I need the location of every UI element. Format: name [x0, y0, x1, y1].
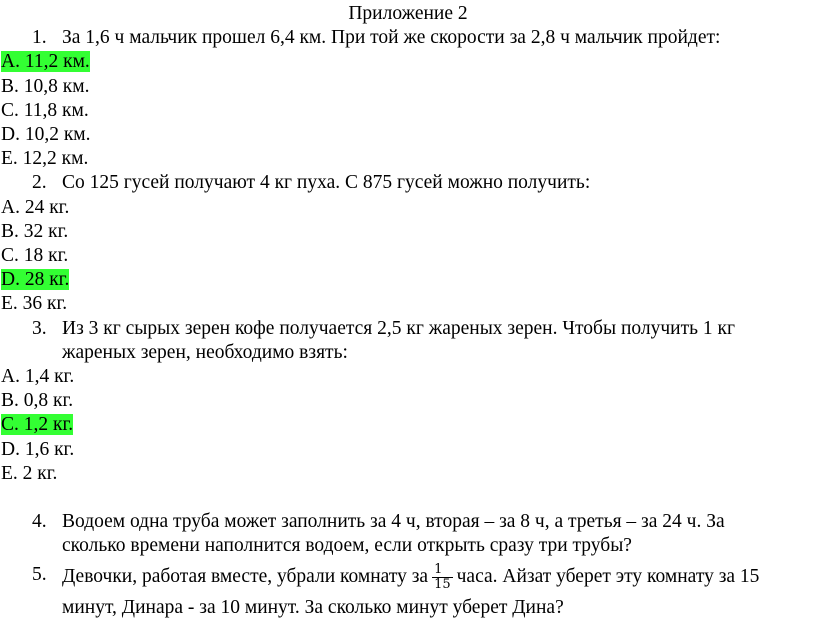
option-2e: E. 36 кг.: [1, 293, 68, 315]
question-text-line-2: минут, Динара - за 10 минут. За сколько минут уберет Дина?: [62, 597, 564, 619]
question-number: 5.: [32, 564, 47, 586]
option-1e: E. 12,2 км.: [1, 148, 89, 170]
fraction-numerator: 1: [432, 563, 453, 578]
option-1d: D. 10,2 км.: [1, 124, 91, 146]
option-1a: [0, 50, 816, 74]
correct-answer-highlight: D. 28 кг.: [1, 269, 70, 291]
fraction-denominator: 15: [434, 577, 451, 593]
question-text-after-fraction: часа. Айзат уберет эту комнату за 15: [456, 566, 760, 588]
question-number: 3.: [32, 317, 47, 339]
question-text: За 1,6 ч мальчик прошел 6,4 км. При той же скорости за 2,8 ч мальчик пройдет:: [62, 27, 721, 49]
option-1b: B. 10,8 км.: [1, 75, 90, 97]
question-3: [0, 317, 816, 341]
correct-answer-highlight: C. 1,2 кг.: [1, 414, 74, 436]
fraction: [432, 563, 453, 592]
option-3b: B. 0,8 кг.: [1, 390, 74, 412]
question-text-line-1: Из 3 кг сырых зерен кофе получается 2,5 кг жареных зерен. Чтобы получить 1 кг: [62, 317, 735, 339]
question-5-continued: [0, 596, 816, 620]
question-2: [0, 171, 816, 195]
option-3d: D. 1,6 кг.: [1, 438, 75, 460]
question-3-continued: [0, 341, 816, 365]
question-1: [0, 26, 816, 50]
option-3e: E. 2 кг.: [1, 462, 58, 484]
option-2a: A. 24 кг.: [1, 196, 70, 218]
spacer: [0, 486, 816, 510]
question-text-line-2: жареных зерен, необходимо взять:: [62, 341, 348, 363]
question-4-continued: [0, 534, 816, 558]
question-text-line-2: сколько времени наполнится водоем, если открыть сразу три трубы?: [62, 535, 632, 557]
question-number: 4.: [32, 511, 47, 533]
question-5: [0, 563, 816, 592]
option-2b: B. 32 кг.: [1, 220, 69, 242]
correct-answer-highlight: A. 11,2 км.: [1, 51, 90, 73]
option-3c: [0, 413, 816, 437]
appendix-title: Приложение 2: [348, 3, 468, 24]
question-number: 1.: [32, 27, 47, 49]
option-3a: A. 1,4 кг.: [1, 366, 75, 388]
question-text-line-1: Водоем одна труба может заполнить за 4 ч, вторая – за 8 ч, а третья – за 24 ч. За: [62, 511, 725, 533]
document-page: [0, 2, 816, 619]
question-text-before-fraction: Девочки, работая вместе, убрали комнату за: [62, 566, 429, 588]
option-2d: [0, 268, 816, 292]
question-number: 2.: [32, 172, 47, 194]
option-2c: C. 18 кг.: [1, 245, 69, 267]
question-4: [0, 510, 816, 534]
question-text: Со 125 гусей получают 4 кг пуха. С 875 гусей можно получить:: [62, 172, 591, 194]
option-1c: C. 11,8 км.: [1, 99, 89, 121]
